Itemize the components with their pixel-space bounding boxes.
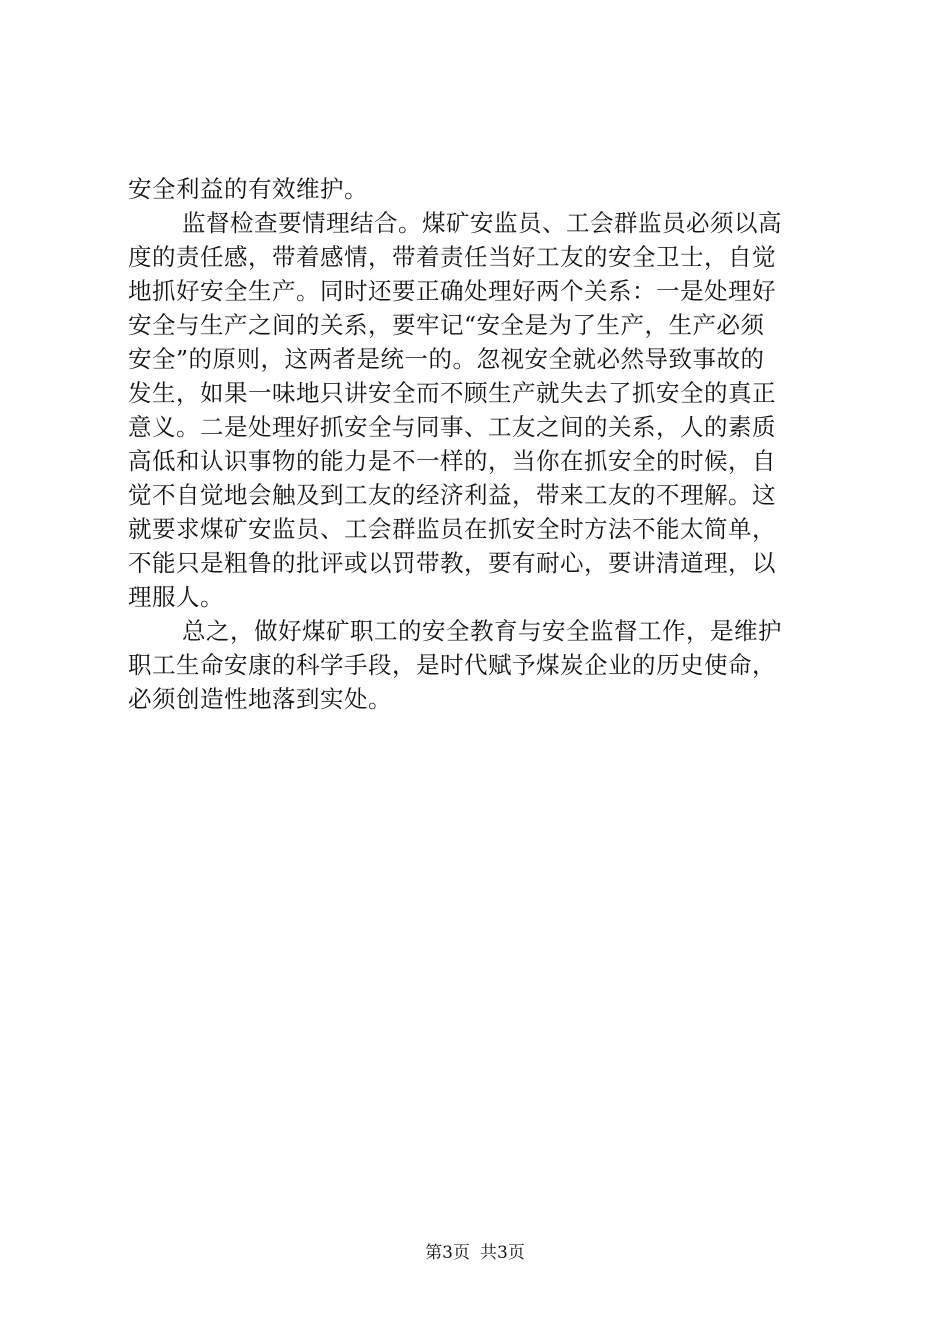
page-number: 第3页 [425, 1243, 470, 1263]
text-line: 就要求煤矿安监员、工会群监员在抓安全时方法不能太简单， [128, 515, 776, 543]
text-line: 安全利益的有效维护。 [128, 175, 368, 203]
text-line: 觉不自觉地会触及到工友的经济利益，带来工友的不理解。这 [128, 481, 776, 509]
text-line: 总之，做好煤矿职工的安全教育与安全监督工作，是维护 [182, 617, 782, 645]
text-line: 意义。二是处理好抓安全与同事、工友之间的关系，人的素质 [128, 413, 776, 441]
text-line: 度的责任感，带着感情，带着责任当好工友的安全卫士，自觉 [128, 243, 776, 271]
document-body [128, 172, 834, 716]
text-line: 必须创造性地落到实处。 [128, 685, 392, 713]
text-line: 高低和认识事物的能力是不一样的，当你在抓安全的时候，自 [128, 447, 776, 475]
text-line: 地抓好安全生产。同时还要正确处理好两个关系：一是处理好 [128, 277, 776, 305]
text-line: 发生，如果一味地只讲安全而不顾生产就失去了抓安全的真正 [128, 379, 776, 407]
text-line: 安全与生产之间的关系，要牢记“安全是为了生产，生产必须 [128, 311, 765, 339]
text-line: 理服人。 [128, 583, 224, 611]
text-line: 职工生命安康的科学手段，是时代赋予煤炭企业的历史使命， [128, 651, 776, 679]
text-line: 监督检查要情理结合。煤矿安监员、工会群监员必须以高 [182, 209, 782, 237]
page-footer [0, 1242, 950, 1264]
page-total: 共3页 [480, 1243, 525, 1263]
text-line: 安全”的原则，这两者是统一的。忽视安全就必然导致事故的 [128, 345, 765, 373]
text-line: 不能只是粗鲁的批评或以罚带教，要有耐心，要讲清道理，以 [128, 549, 776, 577]
